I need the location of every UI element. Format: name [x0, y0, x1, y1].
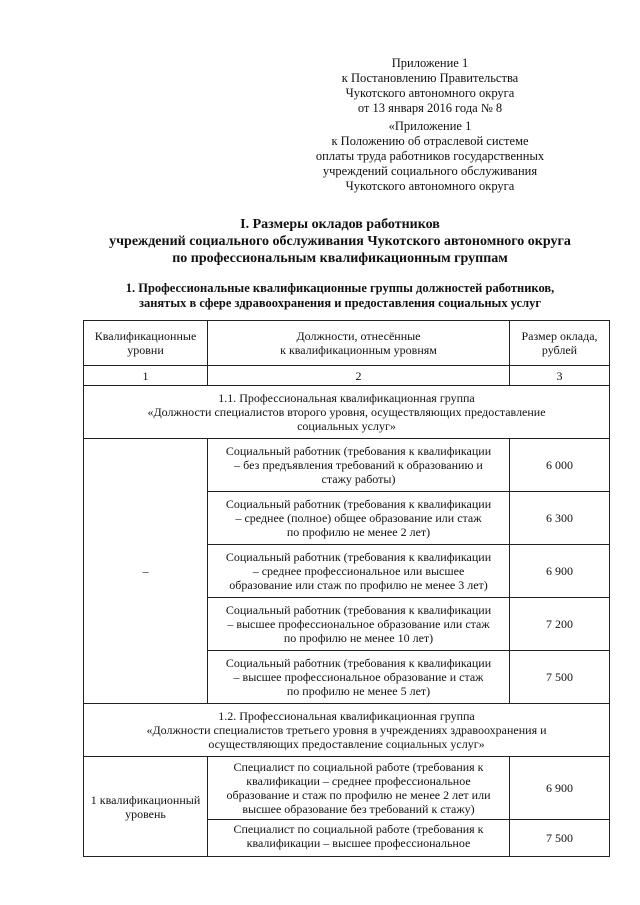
annex-line: к Положению об отраслевой системе — [331, 134, 529, 148]
appendix-line: от 13 января 2016 года № 8 — [357, 101, 503, 115]
column-number: 1 — [84, 366, 208, 386]
group-title: 1.1. Профессиональная квалификационная группа «Должности специалистов второго уровня, осуществляющих предоставление социальных услуг» — [84, 386, 610, 439]
position-cell: Социальный работник (требования к квалификации – высшее профессиональное образование или стаж по профилю не менее 10 лет) — [208, 598, 510, 651]
table-header-row — [84, 321, 610, 366]
appendix-line: Приложение 1 — [391, 56, 469, 70]
position-cell: Социальный работник (требования к квалификации – высшее профессиональное образование и стаж по профилю не менее 5 лет) — [208, 651, 510, 704]
salary-cell: 7 500 — [510, 651, 610, 704]
header-positions: Должности, отнесённые к квалификационным уровням — [208, 321, 510, 366]
group-title-row — [84, 704, 610, 757]
position-cell: Социальный работник (требования к квалификации – среднее (полное) общее образование или стаж по профилю не менее 2 лет) — [208, 492, 510, 545]
salary-cell: 7 500 — [510, 820, 610, 857]
annex-line: учреждений социального обслуживания — [322, 164, 538, 178]
qualification-level-cell: 1 квалификационный уровень — [84, 757, 208, 857]
annex-line: оплаты труда работников государственных — [315, 149, 545, 163]
group-title-row — [84, 386, 610, 439]
appendix-line: Чукотского автономного округа — [345, 86, 515, 100]
header-salary: Размер оклада, рублей — [510, 321, 610, 366]
salary-cell: 6 000 — [510, 439, 610, 492]
section-title-line: 1. Профессиональные квалификационные группы должностей работников, — [125, 281, 555, 295]
column-number-row — [84, 366, 610, 386]
position-cell: Специалист по социальной работе (требования к квалификации – высшее профессиональное — [208, 820, 510, 857]
appendix-line: к Постановлению Правительства — [341, 71, 519, 85]
section-title — [60, 281, 620, 311]
qualification-level-cell: – — [84, 439, 208, 704]
group-title: 1.2. Профессиональная квалификационная группа «Должности специалистов третьего уровня в учреждениях здравоохранения и осуществляющих предоставление социальных услуг» — [84, 704, 610, 757]
position-cell: Специалист по социальной работе (требования к квалификации – среднее профессиональное образование и стаж по профилю не менее 2 лет или высшее образование без требований к стажу) — [208, 757, 510, 820]
title-line: учреждений социального обслуживания Чукотского автономного округа — [109, 234, 571, 249]
table-row — [84, 757, 610, 820]
salary-cell: 6 900 — [510, 757, 610, 820]
annex-reference — [300, 119, 560, 194]
table-row — [84, 439, 610, 492]
header-qualification-levels: Квалификационные уровни — [84, 321, 208, 366]
title-line: I. Размеры окладов работников — [240, 217, 440, 232]
column-number: 3 — [510, 366, 610, 386]
salary-cell: 6 900 — [510, 545, 610, 598]
salary-cell: 7 200 — [510, 598, 610, 651]
section-title-line: занятых в сфере здравоохранения и предоставления социальных услуг — [138, 296, 542, 310]
column-number: 2 — [208, 366, 510, 386]
title-line: по профессиональным квалификационным группам — [172, 251, 508, 266]
position-cell: Социальный работник (требования к квалификации – среднее профессиональное или высшее образование или стаж по профилю не менее 3 лет) — [208, 545, 510, 598]
salary-table — [83, 320, 610, 857]
position-cell: Социальный работник (требования к квалификации – без предъявления требований к образованию и стажу работы) — [208, 439, 510, 492]
appendix-reference — [300, 56, 560, 116]
salary-cell: 6 300 — [510, 492, 610, 545]
annex-line: «Приложение 1 — [388, 119, 472, 133]
document-title — [60, 216, 620, 267]
annex-line: Чукотского автономного округа — [345, 179, 515, 193]
